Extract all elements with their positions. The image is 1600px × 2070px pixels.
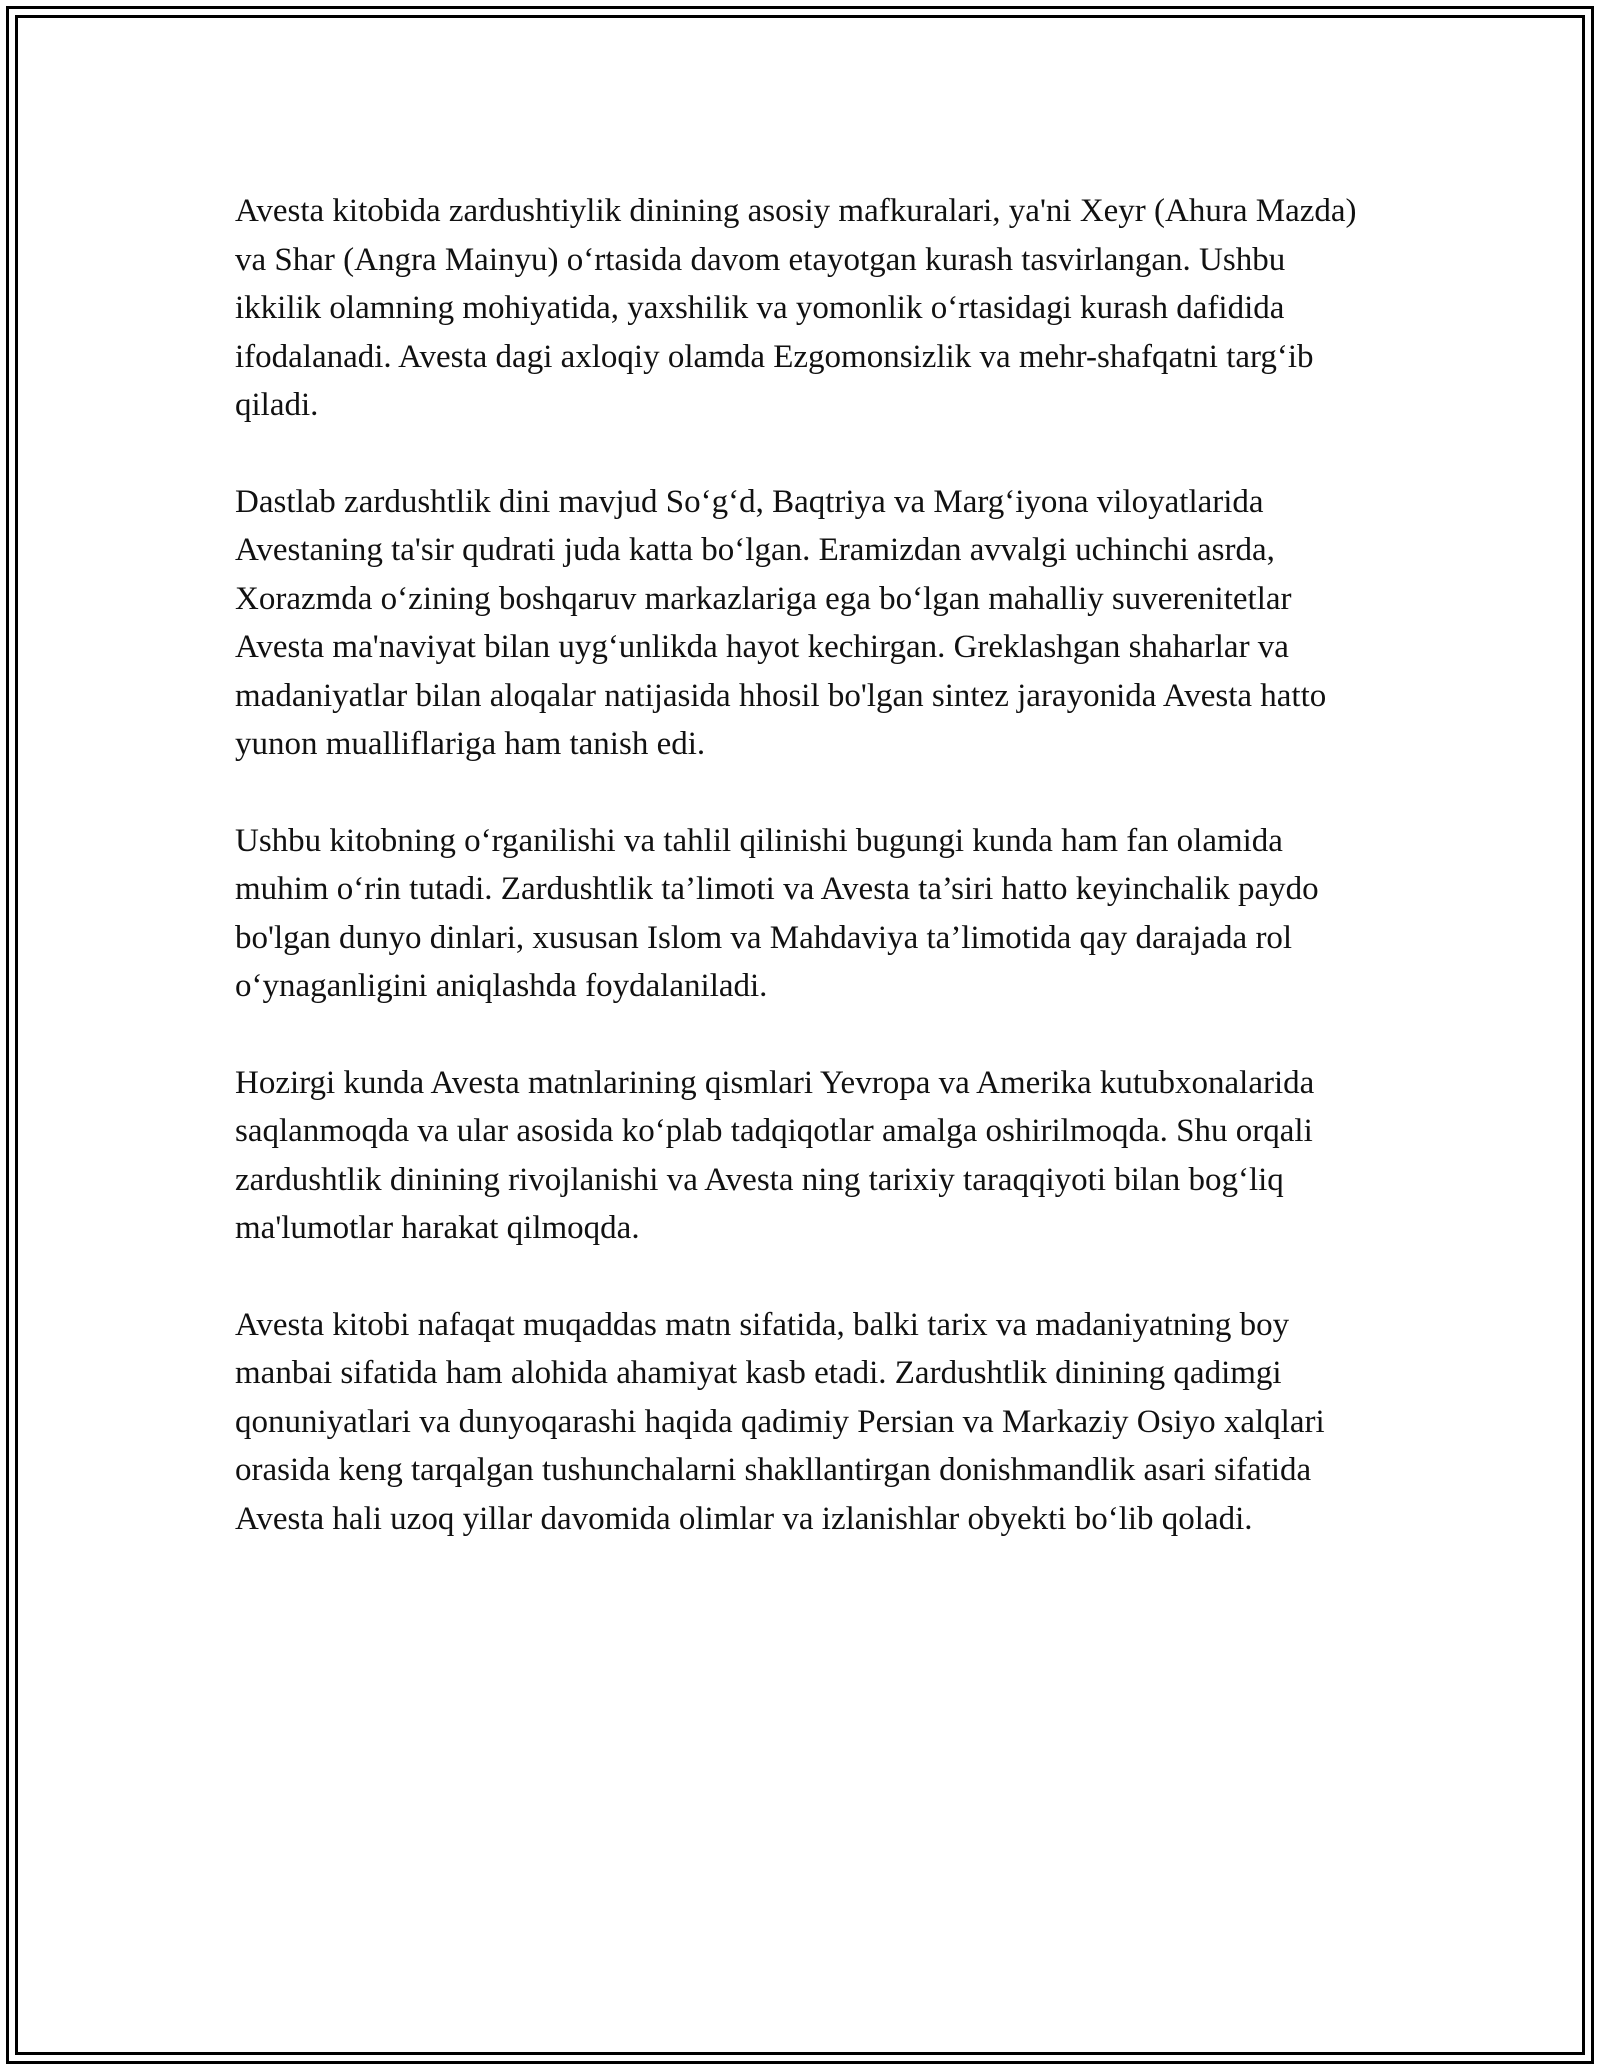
paragraph-5: Avesta kitobi nafaqat muqaddas matn sifatida, balki tarix va madaniyatning boy manbai sifatida ham alohida ahamiyat kasb etadi. Zardushtlik dinining qadimgi qonuniyatlari va dunyoqarashi haqida qadimiy Persian va Markaziy Osiyo xalqlari orasida keng tarqalgan tushunchalarni shakllantirgan donishmandlik asari sifatida Avesta hali uzoq yillar davomida olimlar va izlanishlar obyekti boʻlib qoladi. bbox=[235, 1306, 1325, 1537]
paragraph-3: Ushbu kitobning oʻrganilishi va tahlil qilinishi bugungi kunda ham fan olamida muhim oʻrin tutadi. Zardushtlik ta’limoti va Avesta ta’siri hatto keyinchalik paydo bo'lgan dunyo dinlari, xususan Islom va Mahdaviya ta’limotida qay darajada rol oʻynaganligini aniqlashda foydalaniladi. bbox=[235, 822, 1319, 1004]
paragraph-4: Hozirgi kunda Avesta matnlarining qismlari Yevropa va Amerika kutubxonalarida saqlanmoqda va ular asosida koʻplab tadqiqotlar amalga oshirilmoqda. Shu orqali zardushtlik dinining rivojlanishi va Avesta ning tarixiy taraqqiyoti bilan bogʻliq ma'lumotlar harakat qilmoqda. bbox=[235, 1064, 1315, 1246]
paragraph-2: Dastlab zardushtlik dini mavjud Soʻgʻd, Baqtriya va Margʻiyona viloyatlarida Avestaning ta'sir qudrati juda katta boʻlgan. Eramizdan avvalgi uchinchi asrda, Xorazmda oʻzining boshqaruv markazlariga ega boʻlgan mahalliy suverenitetlar Avesta ma'naviyat bilan uygʻunlikda hayot kechirgan. Greklashgan shaharlar va madaniyatlar bilan aloqalar natijasida hhosil bo'lgan sintez jarayonida Avesta hatto yunon mualliflariga ham tanish edi. bbox=[235, 483, 1327, 762]
document-body bbox=[235, 187, 1370, 1591]
paragraph-1: Avesta kitobida zardushtiylik dinining asosiy mafkuralari, ya'ni Xeyr (Ahura Mazda) va Shar (Angra Mainyu) oʻrtasida davom etayotgan kurash tasvirlangan. Ushbu ikkilik olamning mohiyatida, yaxshilik va yomonlik oʻrtasidagi kurash dafidida ifodalanadi. Avesta dagi axloqiy olamda Ezgomonsizlik va mehr-shafqatni targʻib qiladi. bbox=[235, 193, 1357, 423]
